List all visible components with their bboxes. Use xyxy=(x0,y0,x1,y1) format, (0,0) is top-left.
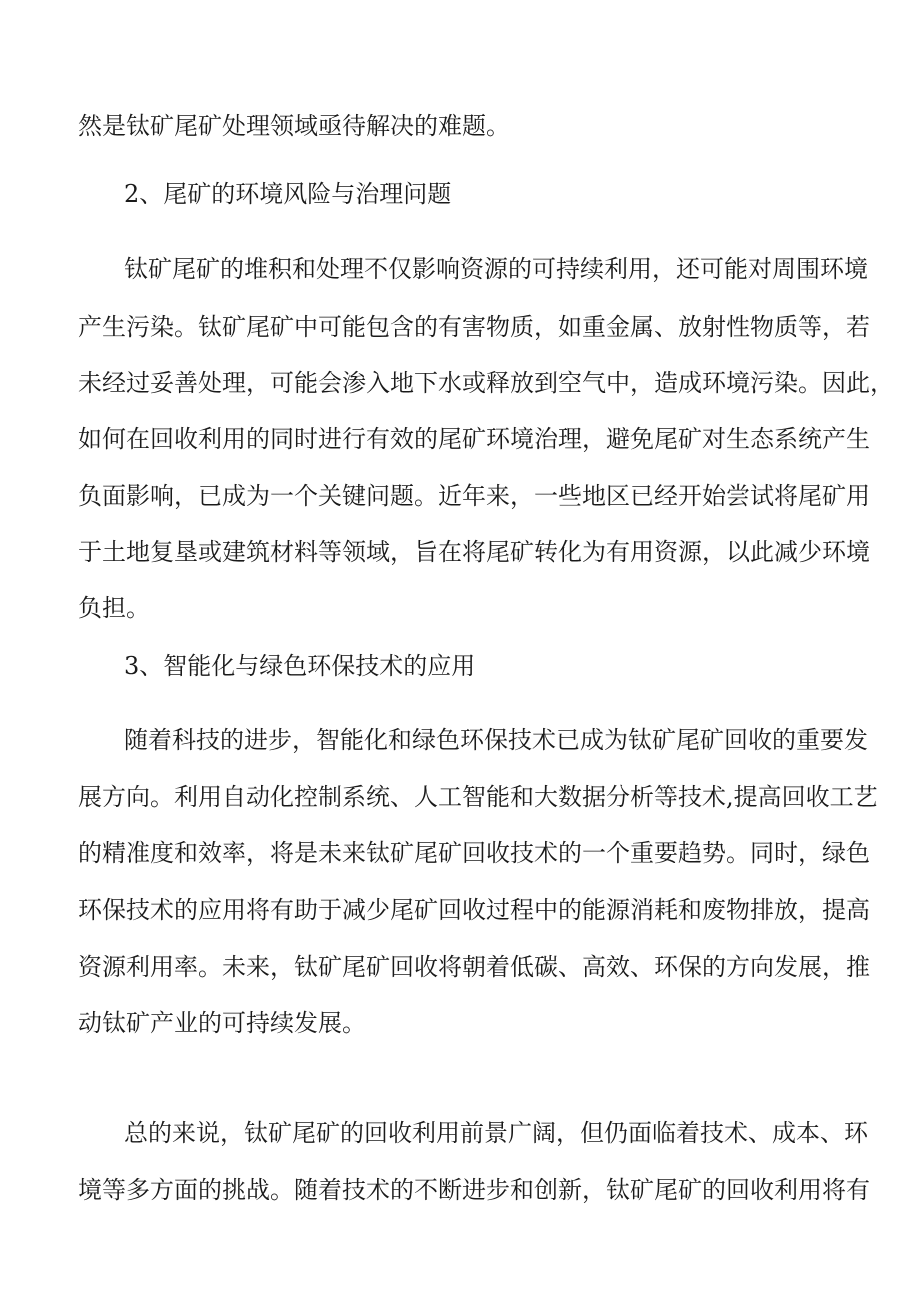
continuation-line: 然是钛矿尾矿处理领域亟待解决的难题。 xyxy=(78,112,510,140)
paragraph-line: 产生污染。钛矿尾矿中可能包含的有害物质，如重金属、放射性物质等，若 xyxy=(78,313,870,341)
paragraph-line: 钛矿尾矿的堆积和处理不仅影响资源的可持续利用，还可能对周围环境 xyxy=(124,255,868,283)
section-2-heading: 2、尾矿的环境风险与治理问题 xyxy=(124,180,452,208)
paragraph-line: 的精准度和效率，将是未来钛矿尾矿回收技术的一个重要趋势。同时，绿色 xyxy=(78,839,870,867)
paragraph-line: 环保技术的应用将有助于减少尾矿回收过程中的能源消耗和废物排放，提高 xyxy=(78,896,870,924)
paragraph-line: 于土地复垦或建筑材料等领域，旨在将尾矿转化为有用资源，以此减少环境 xyxy=(78,538,870,566)
paragraph-line: 动钛矿产业的可持续发展。 xyxy=(78,1009,366,1037)
paragraph-line: 展方向。利用自动化控制系统、人工智能和大数据分析等技术,提高回收工艺 xyxy=(78,783,878,811)
paragraph-line: 资源利用率。未来，钛矿尾矿回收将朝着低碳、高效、环保的方向发展，推 xyxy=(78,953,870,981)
paragraph-line: 总的来说，钛矿尾矿的回收利用前景广阔，但仍面临着技术、成本、环 xyxy=(124,1119,868,1147)
paragraph-line: 境等多方面的挑战。随着技术的不断进步和创新，钛矿尾矿的回收利用将有 xyxy=(78,1176,870,1204)
paragraph-line: 负面影响，已成为一个关键问题。近年来，一些地区已经开始尝试将尾矿用 xyxy=(78,482,870,510)
paragraph-line: 如何在回收利用的同时进行有效的尾矿环境治理，避免尾矿对生态系统产生 xyxy=(78,425,870,453)
paragraph-line: 负担。 xyxy=(78,594,150,622)
section-3-heading: 3、智能化与绿色环保技术的应用 xyxy=(124,652,476,680)
paragraph-line: 未经过妥善处理，可能会渗入地下水或释放到空气中，造成环境污染。因此， xyxy=(78,369,894,397)
paragraph-line: 随着科技的进步，智能化和绿色环保技术已成为钛矿尾矿回收的重要发 xyxy=(124,726,868,754)
